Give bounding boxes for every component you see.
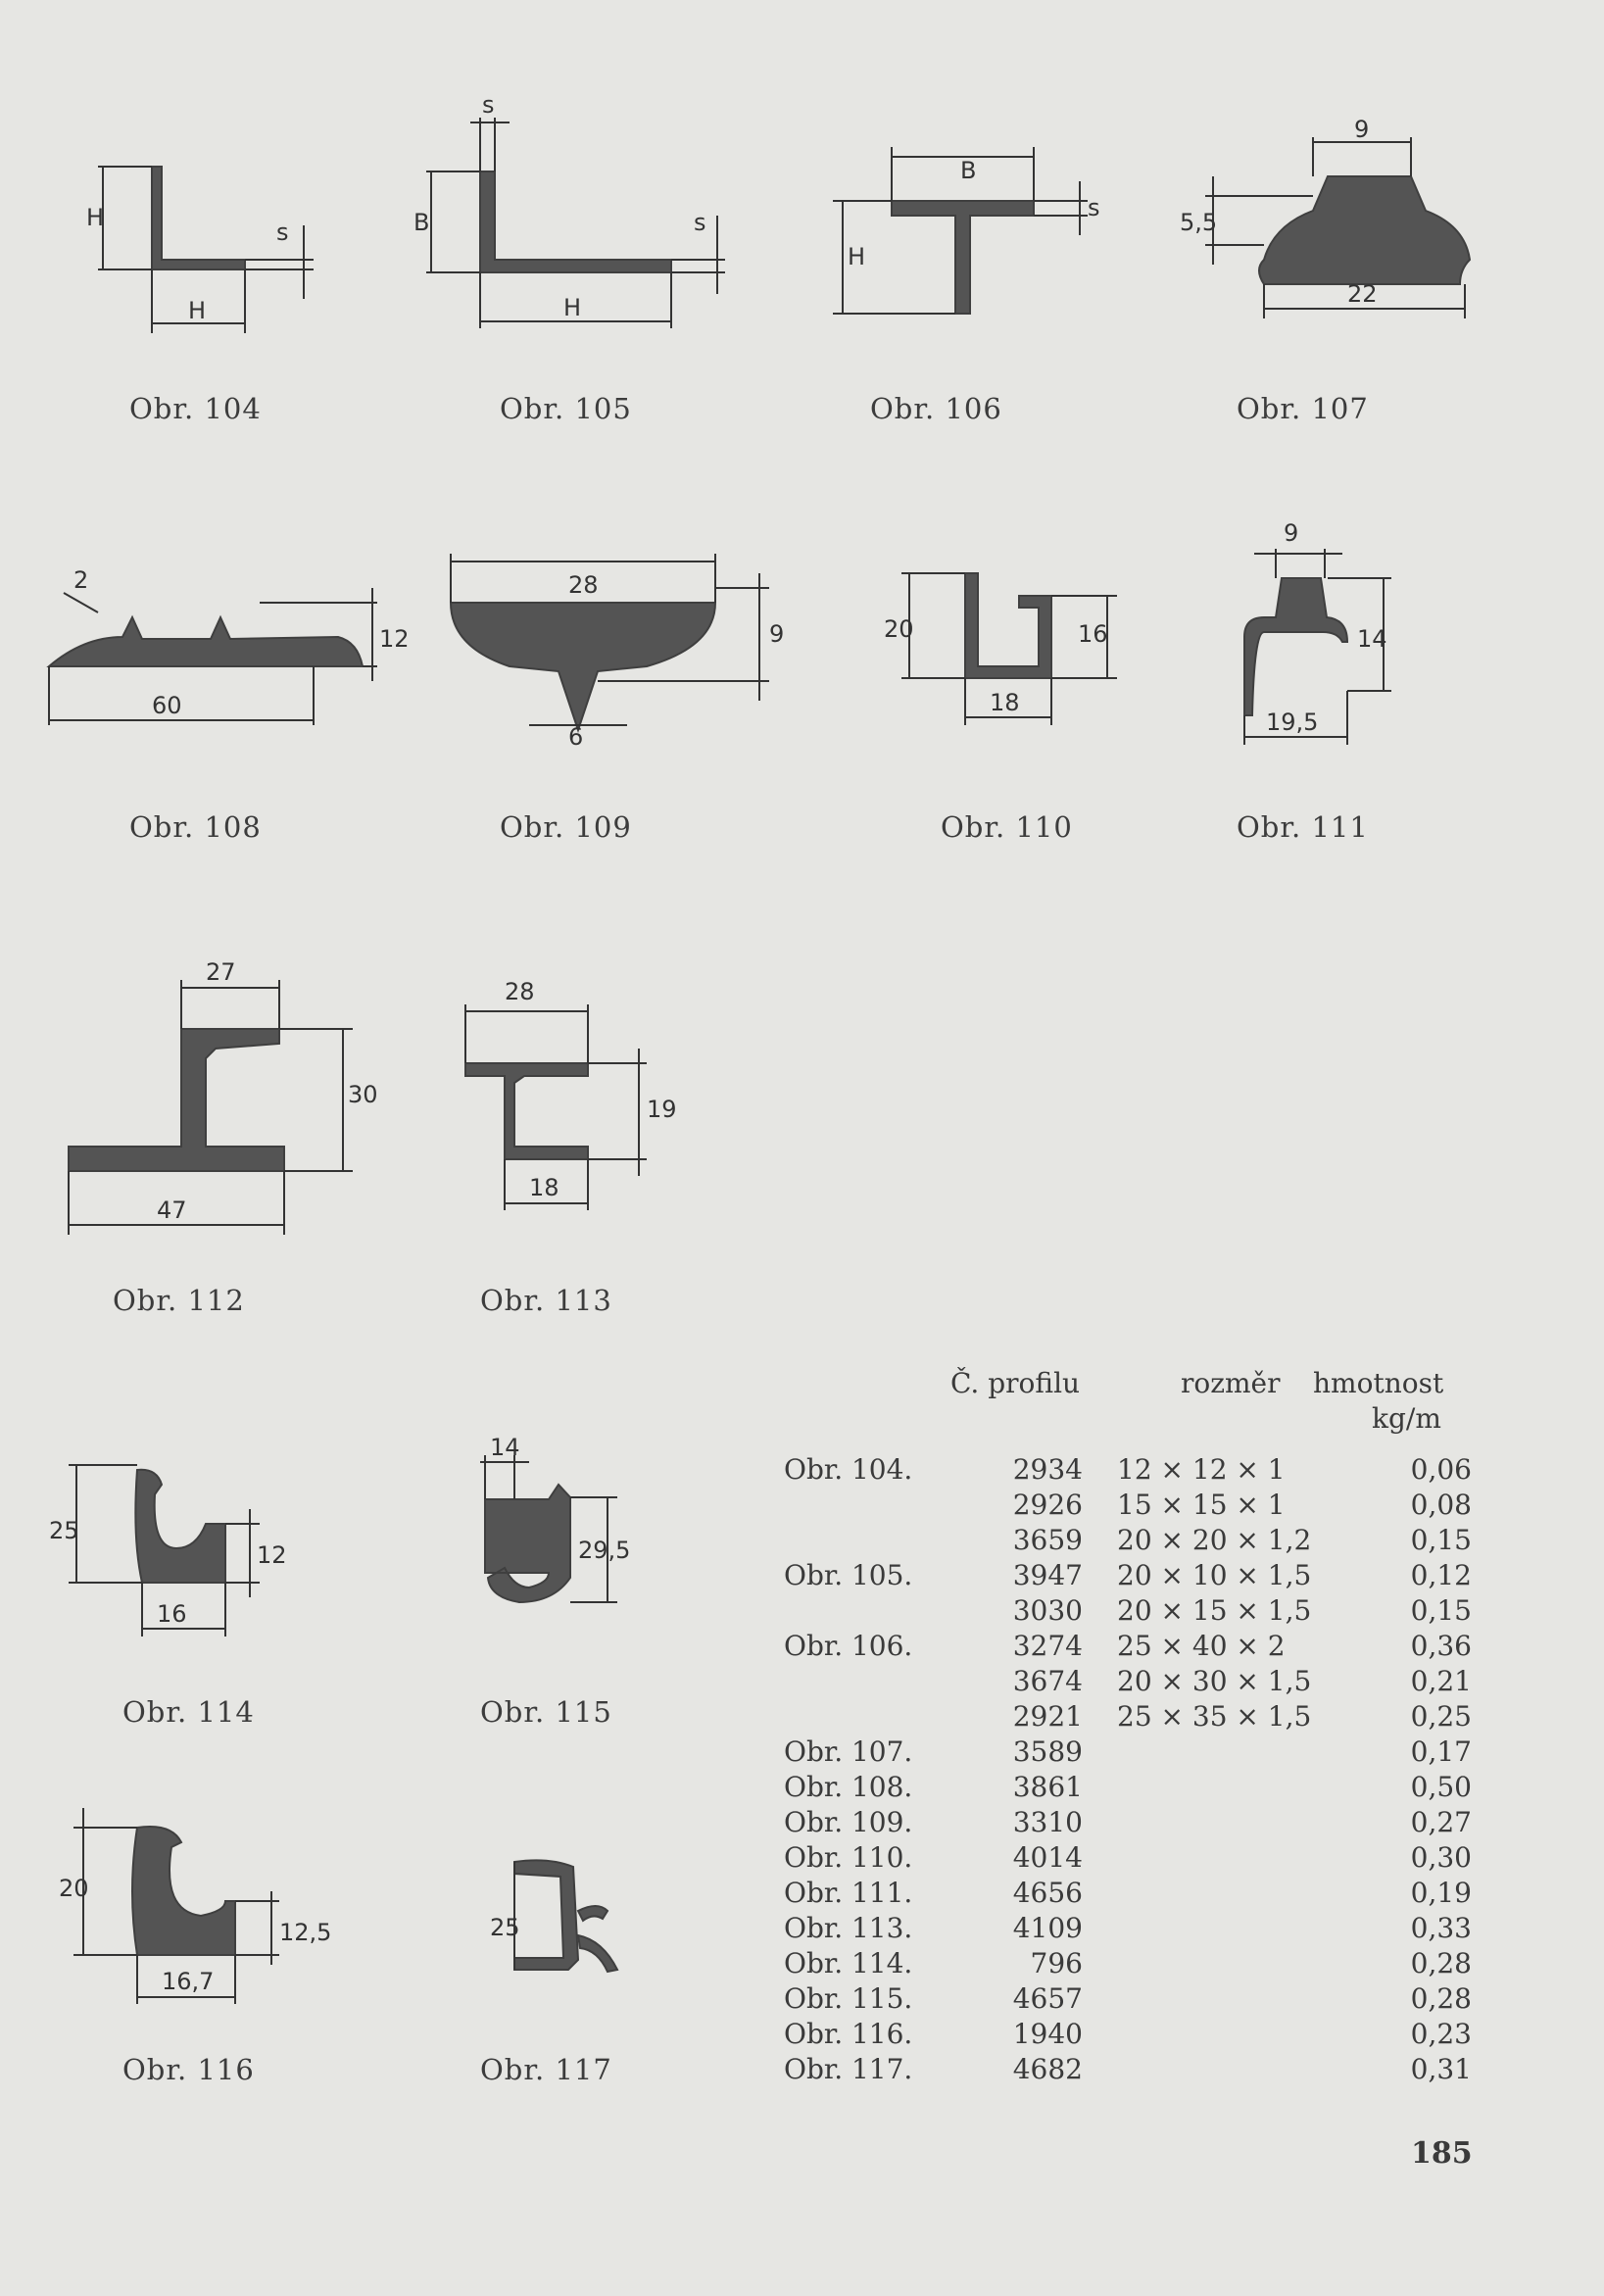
caption-113: Obr. 113 <box>480 1284 612 1317</box>
table-row <box>784 1947 1480 1982</box>
table-row <box>784 1453 1480 1489</box>
table-row <box>784 2053 1480 2088</box>
row-figure: Obr. 104. <box>784 1453 913 1486</box>
dim-label: 18 <box>990 689 1020 716</box>
row-figure: Obr. 111. <box>784 1877 913 1909</box>
profile-drawing-111 <box>1215 510 1470 755</box>
caption-104: Obr. 104 <box>129 392 262 425</box>
table-header-unit <box>1372 1402 1441 1435</box>
row-mass: 0,28 <box>1410 1947 1472 1979</box>
figure-115 <box>461 1431 656 1656</box>
header-unit: kg/m <box>1372 1402 1441 1435</box>
dim-label: 9 <box>769 620 785 648</box>
caption-111: Obr. 111 <box>1237 810 1369 844</box>
caption-106: Obr. 106 <box>870 392 1002 425</box>
row-dimension: 20 × 10 × 1,5 <box>1117 1559 1312 1591</box>
row-mass: 0,30 <box>1410 1841 1472 1874</box>
dim-label: 16 <box>1078 620 1108 648</box>
row-mass: 0,15 <box>1410 1594 1472 1627</box>
table-row <box>784 1524 1480 1559</box>
dim-label: 12 <box>257 1541 287 1569</box>
profile-drawing-106 <box>823 127 1137 333</box>
figure-114 <box>39 1450 314 1656</box>
row-profile-number: 2926 <box>1012 1489 1083 1521</box>
figure-112 <box>59 941 412 1245</box>
dim-label: 16 <box>157 1600 187 1628</box>
dim-label: 25 <box>49 1517 79 1544</box>
row-profile-number: 4682 <box>1012 2053 1083 2085</box>
row-dimension: 20 × 20 × 1,2 <box>1117 1524 1312 1556</box>
row-figure: Obr. 106. <box>784 1630 913 1662</box>
table-row <box>784 1841 1480 1877</box>
dim-label: s <box>1088 194 1100 221</box>
profile-drawing-104 <box>69 157 343 343</box>
dim-label: 25 <box>490 1914 520 1941</box>
row-profile-number: 4014 <box>1012 1841 1083 1874</box>
dim-label: 29,5 <box>578 1537 631 1564</box>
row-dimension: 12 × 12 × 1 <box>1117 1453 1286 1486</box>
dim-label: 47 <box>157 1197 187 1224</box>
row-profile-number: 4109 <box>1012 1912 1083 1944</box>
table-row <box>784 1594 1480 1630</box>
row-mass: 0,27 <box>1410 1806 1472 1838</box>
figure-113 <box>451 970 705 1225</box>
dim-label: 14 <box>490 1434 520 1461</box>
row-mass: 0,19 <box>1410 1877 1472 1909</box>
dim-label: 12 <box>379 625 410 653</box>
row-figure: Obr. 110. <box>784 1841 913 1874</box>
row-mass: 0,21 <box>1410 1665 1472 1697</box>
row-mass: 0,28 <box>1410 1982 1472 2015</box>
profile-drawing-117 <box>470 1842 686 2009</box>
page-number: 185 <box>1411 2136 1473 2171</box>
profile-drawing-112 <box>59 941 412 1245</box>
table-header-dimension <box>1181 1367 1281 1399</box>
profile-drawing-113 <box>451 970 705 1225</box>
row-profile-number: 4656 <box>1012 1877 1083 1909</box>
dim-label: 20 <box>59 1875 89 1902</box>
row-profile-number: 1940 <box>1012 2018 1083 2050</box>
table-row <box>784 1735 1480 1771</box>
row-mass: 0,23 <box>1410 2018 1472 2050</box>
dim-label: H <box>86 204 105 231</box>
dim-label: 28 <box>505 978 535 1005</box>
figure-116 <box>44 1793 332 2019</box>
row-profile-number: 3674 <box>1012 1665 1083 1697</box>
dim-label: B <box>413 209 430 236</box>
profile-drawing-108 <box>34 559 410 745</box>
row-figure: Obr. 109. <box>784 1806 913 1838</box>
profile-drawing-105 <box>402 91 735 343</box>
dim-label: s <box>482 91 495 119</box>
header-dimension: rozměr <box>1181 1367 1281 1399</box>
caption-110: Obr. 110 <box>941 810 1073 844</box>
row-profile-number: 4657 <box>1012 1982 1083 2015</box>
caption-105: Obr. 105 <box>500 392 632 425</box>
dim-label: 20 <box>884 615 914 643</box>
row-mass: 0,50 <box>1410 1771 1472 1803</box>
row-mass: 0,12 <box>1410 1559 1472 1591</box>
dim-label: 9 <box>1354 116 1370 143</box>
row-figure: Obr. 116. <box>784 2018 913 2050</box>
dim-label: 9 <box>1284 519 1299 547</box>
table-header-mass <box>1313 1367 1443 1399</box>
row-profile-number: 3030 <box>1012 1594 1083 1627</box>
dim-label: 12,5 <box>279 1919 332 1946</box>
row-figure: Obr. 117. <box>784 2053 913 2085</box>
profile-drawing-109 <box>431 534 803 759</box>
dim-label: 6 <box>568 723 584 751</box>
row-dimension: 20 × 30 × 1,5 <box>1117 1665 1312 1697</box>
row-profile-number: 3274 <box>1012 1630 1083 1662</box>
figure-108 <box>34 559 410 745</box>
dim-label: 27 <box>206 958 236 986</box>
table-row <box>784 1665 1480 1700</box>
row-figure: Obr. 115. <box>784 1982 913 2015</box>
figure-117 <box>470 1842 686 2009</box>
row-mass: 0,15 <box>1410 1524 1472 1556</box>
table-row <box>784 1982 1480 2018</box>
row-profile-number: 3589 <box>1012 1735 1083 1768</box>
caption-114: Obr. 114 <box>122 1695 255 1729</box>
table-row <box>784 1771 1480 1806</box>
row-profile-number: 2921 <box>1012 1700 1083 1733</box>
dim-label: s <box>276 219 289 246</box>
row-mass: 0,06 <box>1410 1453 1472 1486</box>
table-row <box>784 1559 1480 1594</box>
caption-108: Obr. 108 <box>129 810 262 844</box>
dim-label: 5,5 <box>1180 209 1218 236</box>
row-profile-number: 3310 <box>1012 1806 1083 1838</box>
dim-label: 16,7 <box>162 1968 215 1995</box>
figure-110 <box>872 559 1127 745</box>
dim-label: 14 <box>1357 625 1387 653</box>
row-figure: Obr. 105. <box>784 1559 913 1591</box>
table-row <box>784 1630 1480 1665</box>
dim-label: 18 <box>529 1174 559 1201</box>
dim-label: 22 <box>1347 280 1378 308</box>
dim-label: 28 <box>568 571 599 599</box>
row-mass: 0,31 <box>1410 2053 1472 2085</box>
profile-drawing-115 <box>461 1431 656 1656</box>
row-figure: Obr. 107. <box>784 1735 913 1768</box>
dim-label: 2 <box>73 566 89 594</box>
table-row <box>784 1877 1480 1912</box>
row-mass: 0,17 <box>1410 1735 1472 1768</box>
row-figure: Obr. 113. <box>784 1912 913 1944</box>
row-mass: 0,25 <box>1410 1700 1472 1733</box>
figure-104 <box>69 157 343 343</box>
table-row <box>784 1489 1480 1524</box>
figure-111 <box>1215 510 1470 755</box>
dim-label: H <box>563 294 582 321</box>
row-mass: 0,36 <box>1410 1630 1472 1662</box>
table-header <box>950 1367 1080 1399</box>
dim-label: 60 <box>152 692 182 719</box>
caption-107: Obr. 107 <box>1237 392 1369 425</box>
profile-drawing-107 <box>1166 118 1499 333</box>
caption-112: Obr. 112 <box>113 1284 245 1317</box>
dim-label: 19 <box>647 1096 677 1123</box>
figure-107 <box>1166 118 1499 333</box>
table-row <box>784 1700 1480 1735</box>
row-dimension: 25 × 35 × 1,5 <box>1117 1700 1312 1733</box>
figure-105 <box>402 91 735 343</box>
header-profile: Č. profilu <box>950 1367 1081 1399</box>
dim-label: s <box>694 209 706 236</box>
row-dimension: 20 × 15 × 1,5 <box>1117 1594 1312 1627</box>
caption-109: Obr. 109 <box>500 810 632 844</box>
profile-drawing-114 <box>39 1450 314 1656</box>
caption-117: Obr. 117 <box>480 2053 612 2086</box>
caption-115: Obr. 115 <box>480 1695 612 1729</box>
row-profile-number: 3947 <box>1012 1559 1083 1591</box>
table-row <box>784 2018 1480 2053</box>
caption-116: Obr. 116 <box>122 2053 255 2086</box>
profile-drawing-116 <box>44 1793 332 2019</box>
row-profile-number: 3659 <box>1012 1524 1083 1556</box>
row-profile-number: 2934 <box>1012 1453 1083 1486</box>
dim-label: 19,5 <box>1266 708 1319 736</box>
row-figure: Obr. 114. <box>784 1947 913 1979</box>
row-profile-number: 3861 <box>1012 1771 1083 1803</box>
dim-label: 30 <box>348 1081 378 1108</box>
figure-106 <box>823 127 1137 333</box>
row-figure: Obr. 108. <box>784 1771 913 1803</box>
row-mass: 0,08 <box>1410 1489 1472 1521</box>
table-row <box>784 1806 1480 1841</box>
row-profile-number: 796 <box>1030 1947 1083 1979</box>
header-mass: hmotnost <box>1313 1367 1444 1399</box>
table-row <box>784 1912 1480 1947</box>
dim-label: H <box>188 297 207 324</box>
profile-drawing-110 <box>872 559 1127 745</box>
dim-label: B <box>960 157 977 184</box>
dim-label: H <box>848 243 866 270</box>
row-dimension: 25 × 40 × 2 <box>1117 1630 1286 1662</box>
figure-109 <box>431 534 803 759</box>
row-mass: 0,33 <box>1410 1912 1472 1944</box>
row-dimension: 15 × 15 × 1 <box>1117 1489 1286 1521</box>
